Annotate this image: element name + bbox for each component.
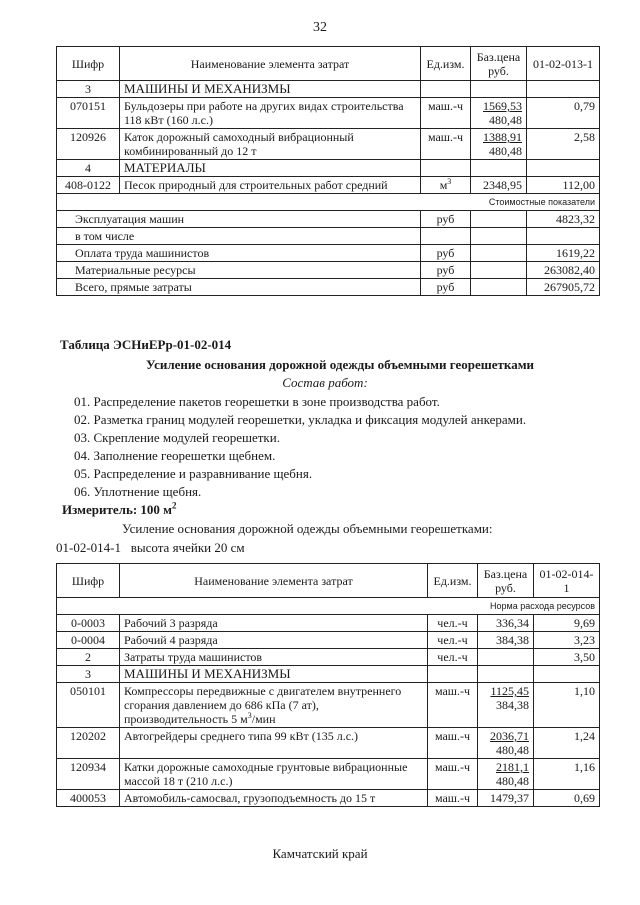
resource-name: Рабочий 3 разряда xyxy=(120,615,428,632)
section-title: МАШИНЫ И МЕХАНИЗМЫ xyxy=(120,666,428,683)
col-header-rate-code: 01-02-014-1 xyxy=(534,564,600,598)
resource-price: 2181,1 480,48 xyxy=(478,759,534,790)
section-title: Затраты труда машинистов xyxy=(120,649,428,666)
resource-unit: $м^3$ xyxy=(421,177,471,194)
table-header xyxy=(57,47,600,81)
summary-value: 1619,22 xyxy=(527,245,600,262)
section-title: МАШИНЫ И МЕХАНИЗМЫ xyxy=(120,81,421,98)
resource-norm: 1,16 xyxy=(534,759,600,790)
resource-unit: маш.-ч xyxy=(428,683,478,728)
col-header-unit: Ед.изм. xyxy=(428,564,478,598)
resource-unit: чел.-ч xyxy=(428,615,478,632)
table-row xyxy=(57,683,600,728)
list-item: 03. Скрепление модулей георешетки. xyxy=(74,430,280,445)
col-header-unit: Ед.изм. xyxy=(421,47,471,81)
resource-name: Рабочий 4 разряда xyxy=(120,632,428,649)
col-header-name: Наименование элемента затрат xyxy=(120,47,421,81)
resource-name: Катки дорожные самоходные грунтовые вибрационные массой 18 т (210 л.с.) xyxy=(120,759,428,790)
summary-row xyxy=(57,245,600,262)
table-row xyxy=(57,790,600,807)
resource-unit: маш.-ч xyxy=(428,728,478,759)
resource-name: Каток дорожный самоходный вибрационный комбинированный до 12 т xyxy=(120,129,421,160)
resource-code: 120202 xyxy=(57,728,120,759)
resource-unit: маш.-ч xyxy=(421,129,471,160)
resource-price: 1479,37 xyxy=(478,790,534,807)
section-number: 3 xyxy=(57,81,120,98)
resource-code: 120934 xyxy=(57,759,120,790)
summary-row xyxy=(57,211,600,228)
resource-table-013 xyxy=(56,46,600,296)
table-header xyxy=(57,564,600,598)
col-header-rate-code: 01-02-013-1 xyxy=(527,47,600,81)
resource-norm: 3,50 xyxy=(534,649,600,666)
summary-label: Эксплуатация машин xyxy=(57,211,421,228)
norm-code-line: 01-02-014-1 высота ячейки 20 см xyxy=(56,540,245,555)
norm-description: Усиление основания дорожной одежды объемными георешетками: xyxy=(122,521,493,536)
resource-unit: маш.-ч xyxy=(421,98,471,129)
resource-unit: маш.-ч xyxy=(428,759,478,790)
resource-price: 1388,91 480,48 xyxy=(471,129,527,160)
section-number: 4 xyxy=(57,160,120,177)
table-title: Таблица ЭСНиЕРр-01-02-014 xyxy=(60,337,232,352)
resource-norm: 0,79 xyxy=(527,98,600,129)
resource-name: Бульдозеры при работе на других видах строительства 118 кВт (160 л.с.) xyxy=(120,98,421,129)
table-row xyxy=(57,615,600,632)
table-row xyxy=(57,759,600,790)
resource-code: 070151 xyxy=(57,98,120,129)
summary-unit: руб xyxy=(421,245,471,262)
summary-label: Оплата труда машинистов xyxy=(57,245,421,262)
resource-price: 384,38 xyxy=(478,632,534,649)
summary-unit: руб xyxy=(421,279,471,296)
summary-value: 263082,40 xyxy=(527,262,600,279)
resource-name: Компрессоры передвижные с двигателем внутреннего сгорания давлением до 686 кПа (7 ат), производительность 5 $м^3$/мин xyxy=(120,683,428,728)
norm-note: Норма расхода ресурсов xyxy=(57,598,600,615)
works-list xyxy=(74,393,526,501)
summary-row xyxy=(57,228,600,245)
table-row xyxy=(57,632,600,649)
list-item: 01. Распределение пакетов георешетки в зоне производства работ. xyxy=(74,394,440,409)
resource-unit: чел.-ч xyxy=(428,649,478,666)
resource-name: Автогрейдеры среднего типа 99 кВт (135 л.с.) xyxy=(120,728,428,759)
table-row xyxy=(57,177,600,194)
section-row xyxy=(57,649,600,666)
resource-price: 2348,95 xyxy=(471,177,527,194)
col-header-code: Шифр xyxy=(57,47,120,81)
resource-price: 336,34 xyxy=(478,615,534,632)
section-title: МАТЕРИАЛЫ xyxy=(120,160,421,177)
resource-code: 0-0004 xyxy=(57,632,120,649)
summary-row xyxy=(57,279,600,296)
summary-label: в том числе xyxy=(57,228,421,245)
resource-unit: чел.-ч xyxy=(428,632,478,649)
resource-norm: 9,69 xyxy=(534,615,600,632)
section-row xyxy=(57,81,600,98)
page-footer: Камчатский край xyxy=(272,846,368,861)
list-item: 05. Распределение и разравнивание щебня. xyxy=(74,466,313,481)
resource-norm: 2,58 xyxy=(527,129,600,160)
section-row xyxy=(57,666,600,683)
col-header-code: Шифр xyxy=(57,564,120,598)
resource-code: 050101 xyxy=(57,683,120,728)
section-number: 3 xyxy=(57,666,120,683)
table-row xyxy=(57,129,600,160)
summary-value: 4823,32 xyxy=(527,211,600,228)
norm-note-row xyxy=(57,598,600,615)
summary-label: Материальные ресурсы xyxy=(57,262,421,279)
summary-value: 267905,72 xyxy=(527,279,600,296)
meter-label: Измеритель: 100 $м^2$ xyxy=(62,500,177,517)
table-row xyxy=(57,98,600,129)
resource-price: 1569,53 480,48 xyxy=(471,98,527,129)
resource-table-014 xyxy=(56,563,600,807)
col-header-price: Баз.цена руб. xyxy=(471,47,527,81)
table-subtitle: Усиление основания дорожной одежды объемными георешетками xyxy=(145,357,535,372)
list-item: 02. Разметка границ модулей георешетки, укладка и фиксация модулей анкерами. xyxy=(74,412,527,427)
col-header-name: Наименование элемента затрат xyxy=(120,564,428,598)
table-row xyxy=(57,728,600,759)
resource-code: 408-0122 xyxy=(57,177,120,194)
summary-unit: руб xyxy=(421,211,471,228)
resource-name: Песок природный для строительных работ средний xyxy=(120,177,421,194)
list-item: 04. Заполнение георешетки щебнем. xyxy=(74,448,276,463)
section-number: 2 xyxy=(57,649,120,666)
resource-code: 400053 xyxy=(57,790,120,807)
summary-unit: руб xyxy=(421,262,471,279)
cost-note: Стоимостные показатели xyxy=(57,194,600,211)
resource-code: 120926 xyxy=(57,129,120,160)
resource-price: 1125,45 384,38 xyxy=(478,683,534,728)
cost-note-row xyxy=(57,194,600,211)
page-number: 32 xyxy=(313,20,327,35)
resource-norm: 1,10 xyxy=(534,683,600,728)
resource-norm: 0,69 xyxy=(534,790,600,807)
resource-norm: 112,00 xyxy=(527,177,600,194)
col-header-price: Баз.цена руб. xyxy=(478,564,534,598)
summary-label: Всего, прямые затраты xyxy=(57,279,421,296)
resource-name: Автомобиль-самосвал, грузоподъемность до 15 т xyxy=(120,790,428,807)
summary-row xyxy=(57,262,600,279)
resource-norm: 3,23 xyxy=(534,632,600,649)
resource-price: 2036,71 480,48 xyxy=(478,728,534,759)
list-item: 06. Уплотнение щебня. xyxy=(74,484,202,499)
resource-code: 0-0003 xyxy=(57,615,120,632)
section-row xyxy=(57,160,600,177)
resource-unit: маш.-ч xyxy=(428,790,478,807)
composition-title: Состав работ: xyxy=(282,375,368,390)
resource-norm: 1,24 xyxy=(534,728,600,759)
